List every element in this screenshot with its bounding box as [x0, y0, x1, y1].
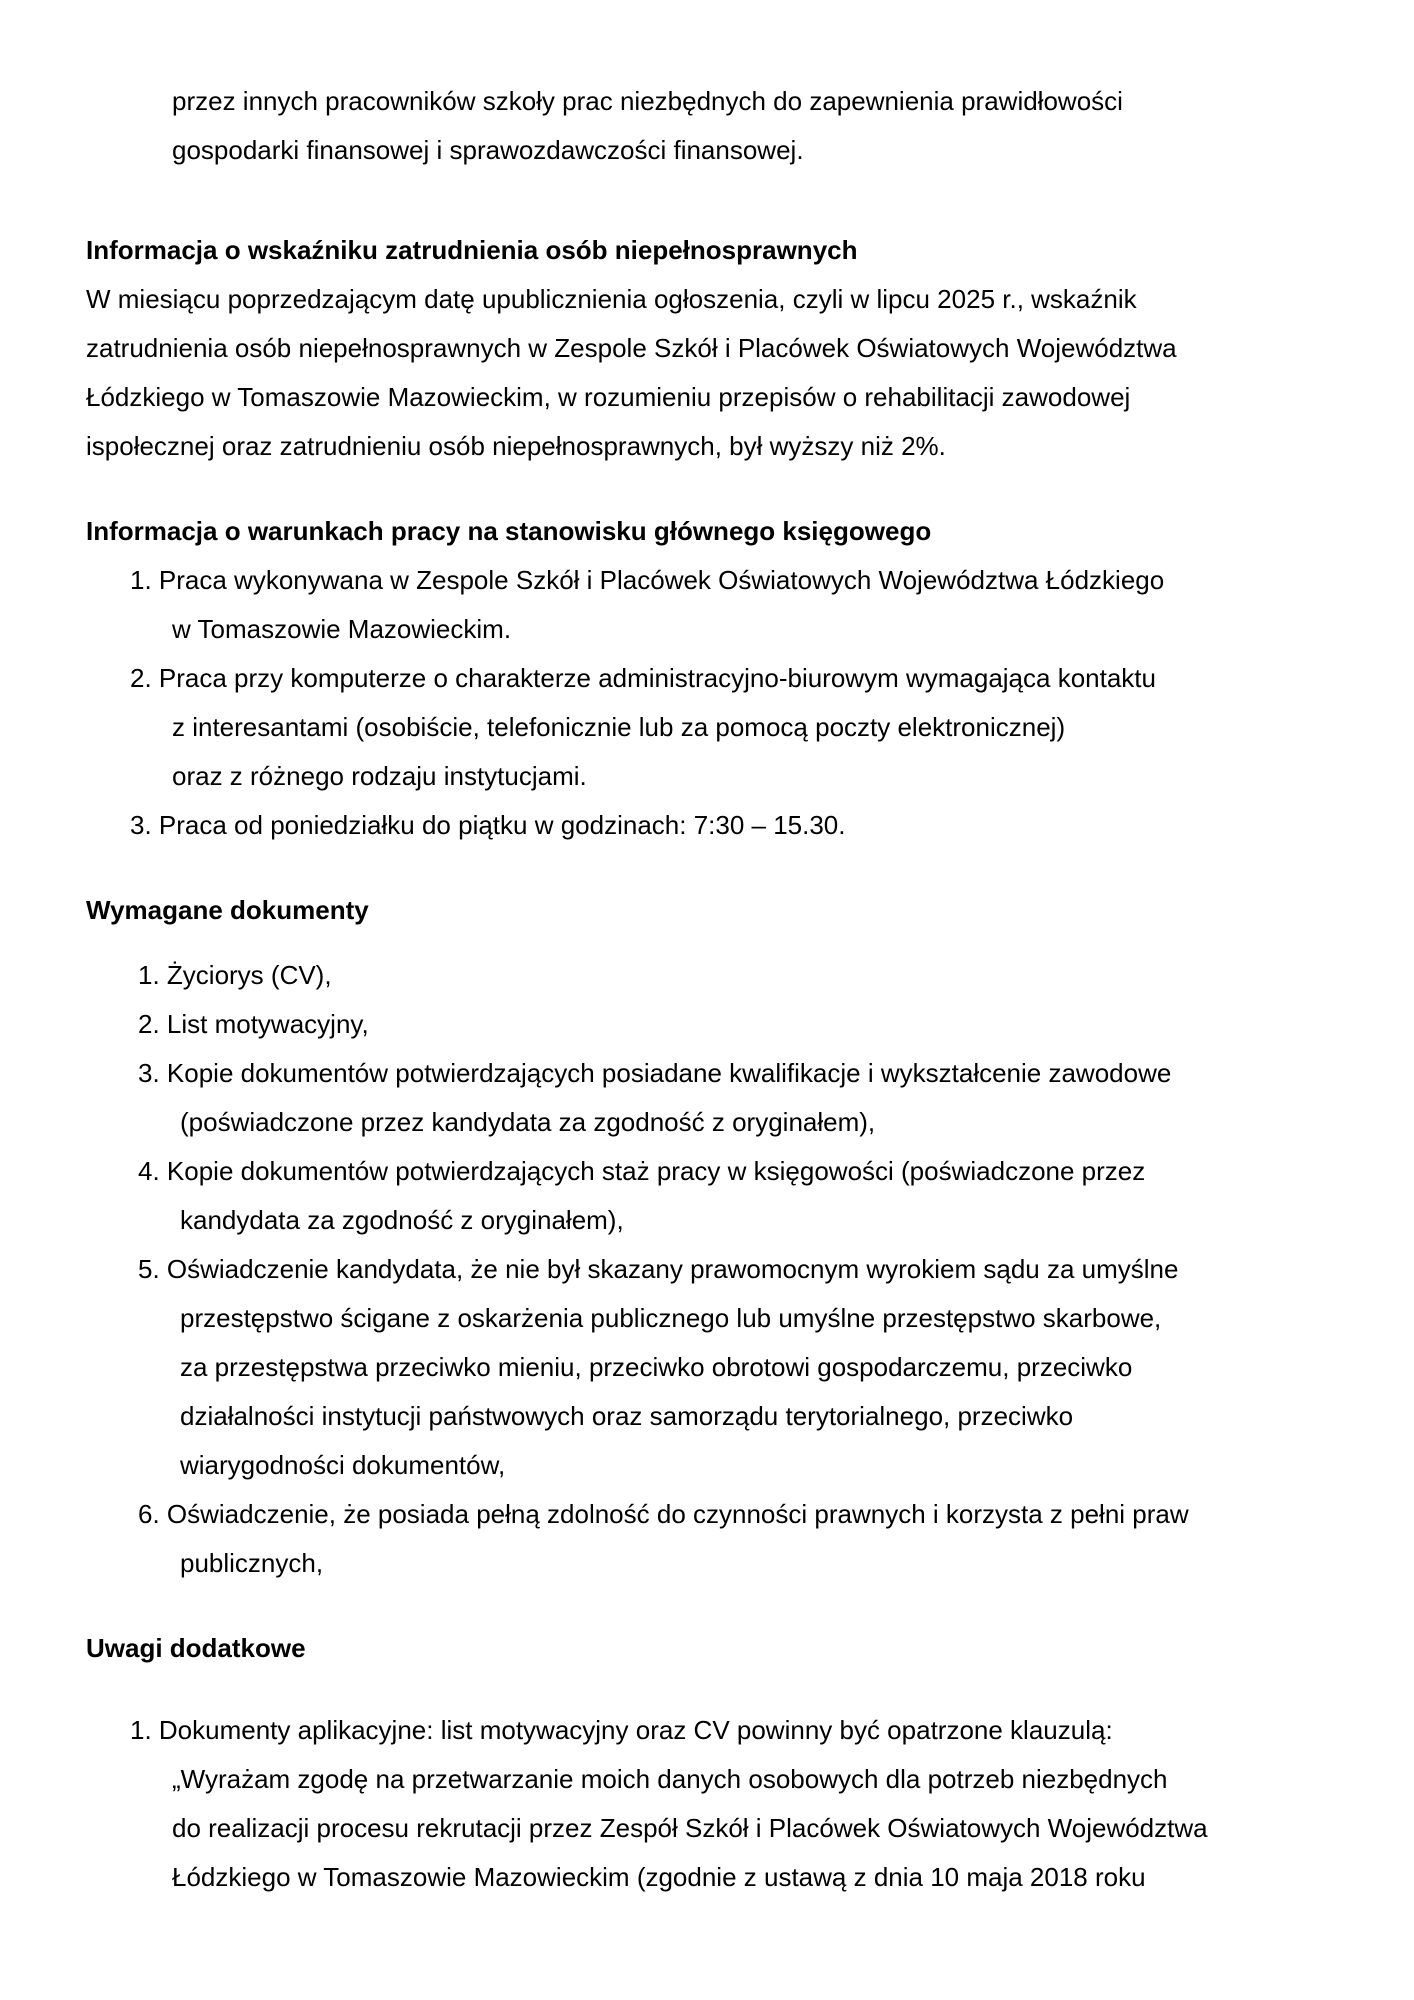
- paragraph-line: zatrudnienia osób niepełnosprawnych w Zespole Szkół i Placówek Oświatowych Województwa: [86, 333, 1177, 363]
- section-heading-conditions: Informacja o warunkach pracy na stanowisku głównego księgowego: [86, 516, 932, 546]
- paragraph-line: przez innych pracowników szkoły prac niezbędnych do zapewnienia prawidłowości: [172, 86, 1123, 116]
- paragraph-line: gospodarki finansowej i sprawozdawczości finansowej.: [172, 135, 804, 165]
- list-item-continuation: (poświadczone przez kandydata za zgodność z oryginałem),: [180, 1107, 876, 1137]
- list-item-continuation: oraz z różnego rodzaju instytucjami.: [172, 761, 587, 791]
- list-item-continuation: z interesantami (osobiście, telefonicznie lub za pomocą poczty elektronicznej): [172, 712, 1066, 742]
- paragraph-line: ispołecznej oraz zatrudnieniu osób niepełnosprawnych, był wyższy niż 2%.: [86, 431, 946, 461]
- list-item-continuation: działalności instytucji państwowych oraz samorządu terytorialnego, przeciwko: [180, 1401, 1074, 1431]
- paragraph-line: Łódzkiego w Tomaszowie Mazowieckim, w rozumieniu przepisów o rehabilitacji zawodowej: [86, 382, 1131, 412]
- list-item: 2. Praca przy komputerze o charakterze administracyjno-biurowym wymagająca kontaktu: [130, 663, 1156, 693]
- list-item-continuation: za przestępstwa przeciwko mieniu, przeciwko obrotowi gospodarczemu, przeciwko: [180, 1352, 1133, 1382]
- list-item-continuation: w Tomaszowie Mazowieckim.: [172, 614, 512, 644]
- list-item-continuation: kandydata za zgodność z oryginałem),: [180, 1205, 624, 1235]
- list-item-continuation: wiarygodności dokumentów,: [180, 1450, 506, 1480]
- list-item: 3. Kopie dokumentów potwierdzających posiadane kwalifikacje i wykształcenie zawodowe: [138, 1058, 1172, 1088]
- list-item: 2. List motywacyjny,: [138, 1009, 369, 1039]
- list-item-continuation: do realizacji procesu rekrutacji przez Zespół Szkół i Placówek Oświatowych Województwa: [172, 1813, 1208, 1843]
- section-heading-notes: Uwagi dodatkowe: [86, 1633, 306, 1663]
- list-item: 4. Kopie dokumentów potwierdzających staż pracy w księgowości (poświadczone przez: [138, 1156, 1146, 1186]
- paragraph-line: W miesiącu poprzedzającym datę upublicznienia ogłoszenia, czyli w lipcu 2025 r., wskaźnik: [86, 284, 1137, 314]
- list-item: 1. Dokumenty aplikacyjne: list motywacyjny oraz CV powinny być opatrzone klauzulą:: [130, 1715, 1113, 1745]
- list-item-continuation: publicznych,: [180, 1548, 324, 1578]
- list-item-continuation: przestępstwo ścigane z oskarżenia publicznego lub umyślne przestępstwo skarbowe,: [180, 1303, 1162, 1333]
- list-item: 1. Życiorys (CV),: [138, 960, 332, 990]
- list-item-continuation: Łódzkiego w Tomaszowie Mazowieckim (zgodnie z ustawą z dnia 10 maja 2018 roku: [172, 1862, 1146, 1892]
- list-item: 3. Praca od poniedziałku do piątku w godzinach: 7:30 – 15.30.: [130, 810, 846, 840]
- list-item: 1. Praca wykonywana w Zespole Szkół i Placówek Oświatowych Województwa Łódzkiego: [130, 565, 1165, 595]
- list-item: 6. Oświadczenie, że posiada pełną zdolność do czynności prawnych i korzysta z pełni praw: [138, 1499, 1189, 1529]
- section-heading-documents: Wymagane dokumenty: [86, 895, 369, 925]
- list-item-continuation: „Wyrażam zgodę na przetwarzanie moich danych osobowych dla potrzeb niezbędnych: [172, 1764, 1168, 1794]
- list-item: 5. Oświadczenie kandydata, że nie był skazany prawomocnym wyrokiem sądu za umyślne: [138, 1254, 1179, 1284]
- section-heading-disability: Informacja o wskaźniku zatrudnienia osób niepełnosprawnych: [86, 235, 858, 265]
